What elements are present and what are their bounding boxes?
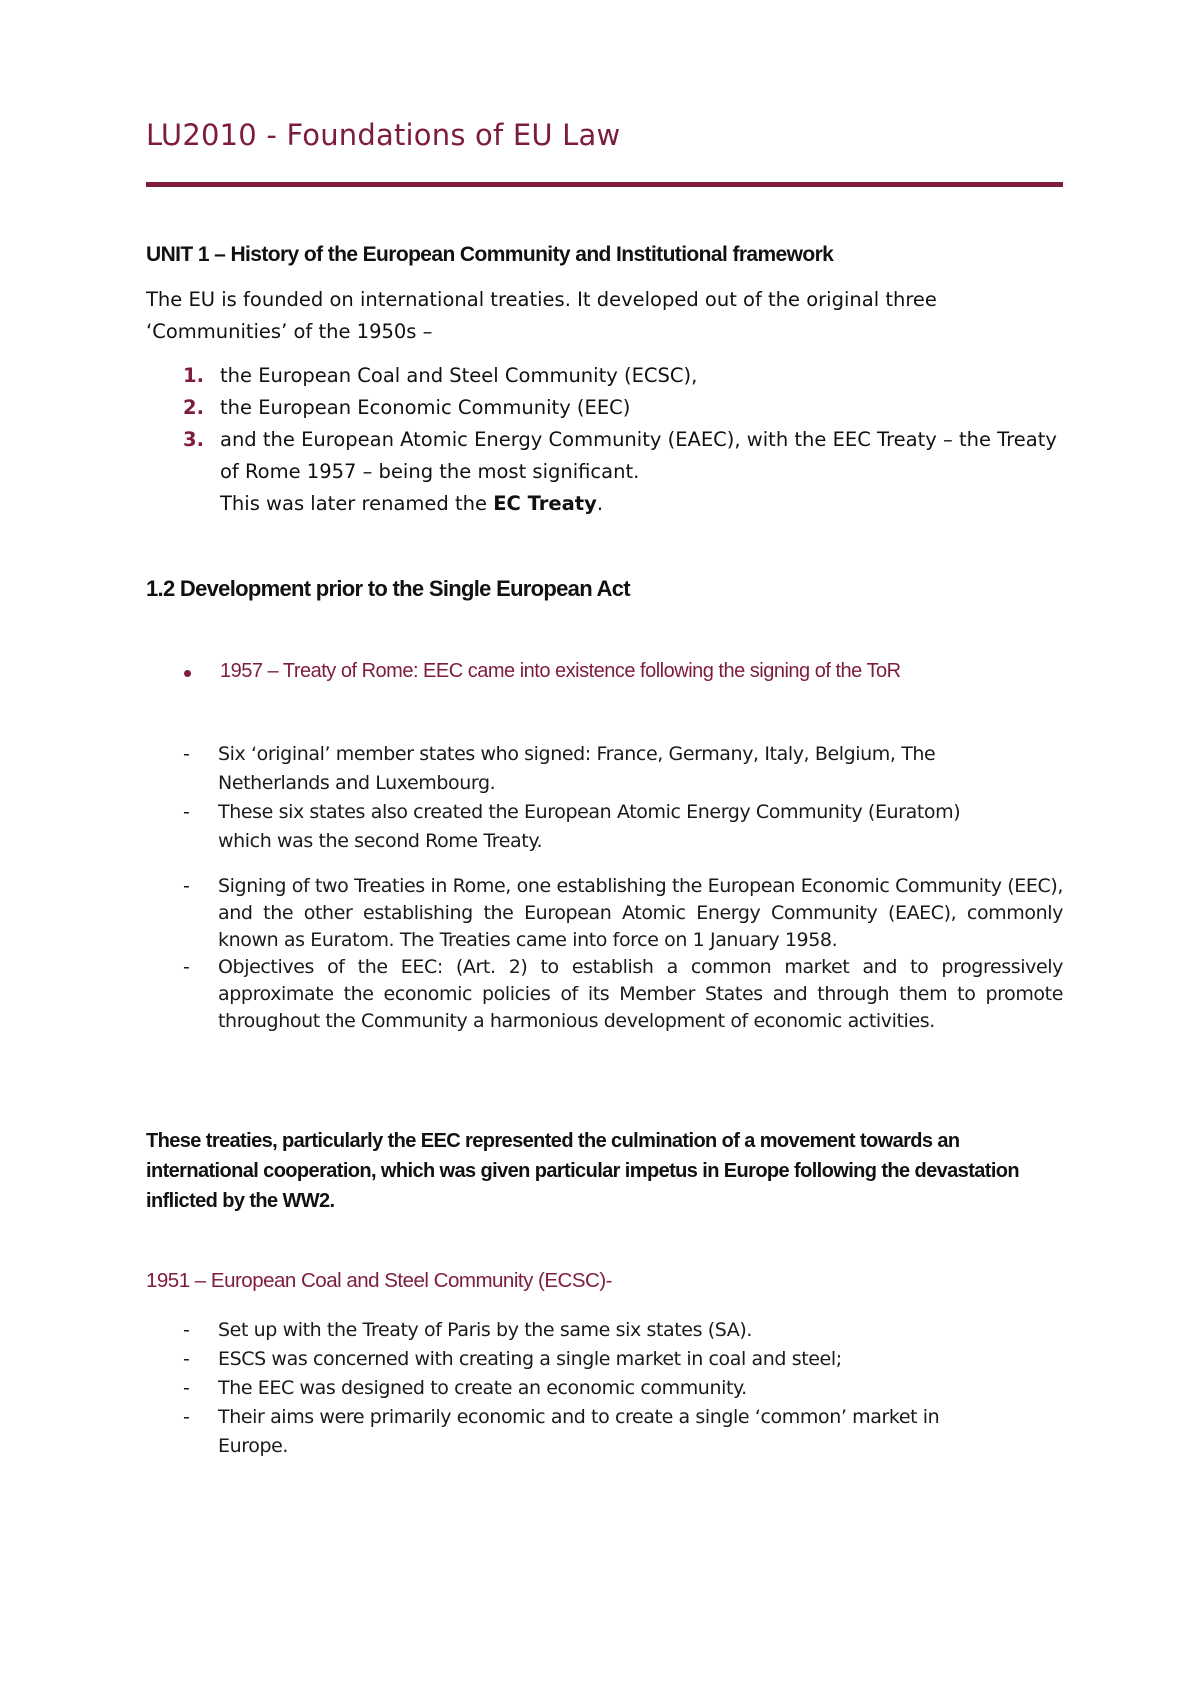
list-item-text: and the European Atomic Energy Community (EAEC), with the EEC Treaty – the Treaty of Rome 1957 – being the most significant. bbox=[220, 428, 1057, 483]
summary-paragraph: These treaties, particularly the EEC represented the culmination of a movement towards an international cooperation, which was given particular impetus in Europe following the devastation inflicted by the WW2. bbox=[146, 1130, 1020, 1212]
list-item bbox=[146, 392, 1063, 424]
list-item: - Objectives of the EEC: (Art. 2) to establish a common market and to progressively approximate the economic policies of its Member States and through them to promote throughout the Community a harmonious development of economic activities. bbox=[146, 954, 1063, 1035]
list-item bbox=[146, 424, 1063, 520]
ec-treaty-term: EC Treaty bbox=[493, 492, 597, 515]
list-item: - Signing of two Treaties in Rome, one establishing the European Economic Community (EEC), and the other establishing the European Atomic Energy Community (EAEC), commonly known as Euratom. The Treaties came into force on 1 January 1958. bbox=[146, 873, 1063, 954]
member-states-list bbox=[146, 740, 1063, 856]
ecsc-list bbox=[146, 1316, 1063, 1461]
highlight-text: 1957 – Treaty of Rome: EEC came into existence following the signing of the ToR bbox=[220, 660, 901, 682]
treaties-list bbox=[146, 873, 1063, 1035]
list-item: - Set up with the Treaty of Paris by the same six states (SA). bbox=[146, 1316, 1063, 1345]
list-item bbox=[146, 360, 1063, 392]
list-item-text: the European Economic Community (EEC) bbox=[220, 396, 631, 419]
document-title: LU2010 - Foundations of EU Law bbox=[146, 118, 621, 152]
list-item: - Six ‘original’ member states who signed: France, Germany, Italy, Belgium, The Netherlands and Luxembourg. bbox=[146, 740, 1063, 798]
ecsc-heading: 1951 – European Coal and Steel Community (ECSC)- bbox=[146, 1269, 612, 1292]
unit-intro: The EU is founded on international treaties. It developed out of the original three ‘Communities’ of the 1950s – bbox=[146, 288, 937, 343]
renamed-note-end: . bbox=[596, 492, 604, 515]
list-item: - ESCS was concerned with creating a single market in coal and steel; bbox=[146, 1345, 1063, 1374]
section-heading: 1.2 Development prior to the Single European Act bbox=[146, 576, 630, 601]
unit-heading: UNIT 1 – History of the European Community and Institutional framework bbox=[146, 243, 834, 266]
list-item: - These six states also created the European Atomic Energy Community (Euratom) which was the second Rome Treaty. bbox=[146, 798, 1063, 856]
list-item-text: the European Coal and Steel Community (ECSC), bbox=[220, 364, 698, 387]
list-item: - Their aims were primarily economic and to create a single ‘common’ market in Europe. bbox=[146, 1403, 1063, 1461]
title-underline bbox=[146, 182, 1063, 187]
communities-list bbox=[146, 360, 1063, 520]
bullet-dot-icon bbox=[184, 670, 191, 677]
list-number: 3. bbox=[183, 428, 204, 451]
renamed-note-start: This was later renamed the bbox=[220, 492, 494, 515]
list-item: - The EEC was designed to create an economic community. bbox=[146, 1374, 1063, 1403]
list-number: 1. bbox=[183, 364, 204, 387]
renamed-note bbox=[220, 488, 1063, 520]
list-number: 2. bbox=[183, 396, 204, 419]
